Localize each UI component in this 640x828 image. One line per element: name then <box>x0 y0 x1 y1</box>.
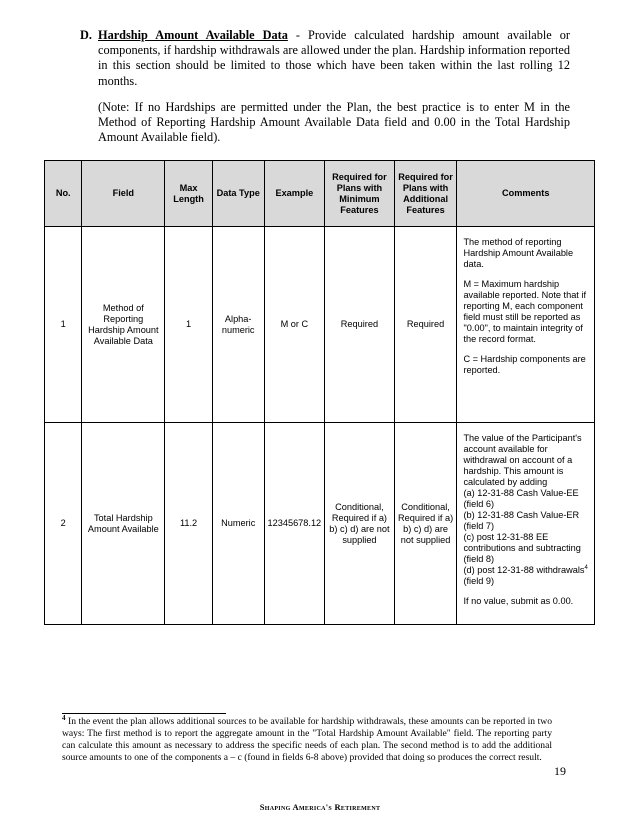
comment-item-d <box>463 565 588 587</box>
cell-field: Total Hardship Amount Available <box>82 423 165 625</box>
section-paragraph <box>80 28 570 89</box>
header-required-minimum: Required for Plans with Minimum Features <box>325 161 395 227</box>
cell-example: M or C <box>264 227 325 423</box>
section-title: Hardship Amount Available Data <box>98 28 288 42</box>
cell-field: Method of Reporting Hardship Amount Available Data <box>82 227 165 423</box>
cell-required-additional: Required <box>394 227 457 423</box>
footnote-reference: 4 <box>584 564 588 571</box>
cell-data-type: Numeric <box>212 423 264 625</box>
cell-required-minimum: Required <box>325 227 395 423</box>
comment-intro <box>463 433 588 587</box>
header-example: Example <box>264 161 325 227</box>
page-number: 19 <box>554 764 566 778</box>
field-spec-table <box>44 160 595 625</box>
header-field: Field <box>82 161 165 227</box>
section-intro <box>80 28 570 145</box>
comment-item-a: (a) 12-31-88 Cash Value-EE (field 6) <box>463 488 579 509</box>
cell-comments <box>457 423 595 625</box>
cell-max-length: 1 <box>165 227 213 423</box>
comment-item-b: (b) 12-31-88 Cash Value-ER (field 7) <box>463 510 580 531</box>
comment-item-c: (c) post 12-31-88 EE contributions and subtracting (field 8) <box>463 532 581 564</box>
page-footer: Shaping America's Retirement <box>259 802 381 812</box>
cell-example: 12345678.12 <box>264 423 325 625</box>
cell-no: 1 <box>45 227 82 423</box>
table-row <box>45 423 595 625</box>
footnote-text: In the event the plan allows additional sources to be available for hardship withdrawals, these amounts can be reported in two ways: The first method is to report the aggregate amount in the "Total Hardship Amount Available" field. The reporting party can calculate this amount as necessary to address the specific needs of each plan. The second method is to add the additional source amounts to one of the components a – c (found in fields 6-8 above) provided that doing so produces the correct result. <box>62 716 552 763</box>
footnote-divider <box>62 713 226 714</box>
header-data-type: Data Type <box>212 161 264 227</box>
section-description: - Provide calculated hardship amount available or components, if hardship withdrawals are allowed under the plan. Hardship information reported in this section should be limited to those which have been taken within the last rolling 12 months. <box>98 28 570 88</box>
cell-comments <box>457 227 595 423</box>
cell-no: 2 <box>45 423 82 625</box>
comment-item-d-text: (d) post 12-31-88 withdrawals <box>463 565 585 575</box>
header-no: No. <box>45 161 82 227</box>
cell-required-additional: Conditional, Required if a) b) c) d) are not supplied <box>394 423 457 625</box>
header-required-additional: Required for Plans with Additional Features <box>394 161 457 227</box>
cell-data-type: Alpha-numeric <box>212 227 264 423</box>
table-row <box>45 227 595 423</box>
header-max-length: Max Length <box>165 161 213 227</box>
section-note: (Note: If no Hardships are permitted under the Plan, the best practice is to enter M in the Method of Reporting Hardship Amount Available Data field and 0.00 in the Total Hardship Amount Available field). <box>98 99 570 145</box>
footnote-number: 4 <box>62 713 66 722</box>
comment-item-d-end: (field 9) <box>463 576 495 586</box>
comment-paragraph: M = Maximum hardship available reported. Note that if reporting M, each component field must still be reported as "0.00", to maintain integrity of the record format. <box>463 279 587 344</box>
comment-paragraph: The method of reporting Hardship Amount Available data. <box>463 237 574 269</box>
footnote <box>62 713 552 764</box>
comment-paragraph: If no value, submit as 0.00. <box>463 596 574 606</box>
comment-paragraph: C = Hardship components are reported. <box>463 354 586 375</box>
cell-required-minimum: Conditional, Required if a) b) c) d) are not supplied <box>325 423 395 625</box>
cell-max-length: 11.2 <box>165 423 213 625</box>
comment-intro-text: The value of the Participant's account available for withdrawal on account of a hardship. This amount is calculated by adding <box>463 433 582 487</box>
section-label: D. <box>80 28 92 42</box>
table-header-row <box>45 161 595 227</box>
header-comments: Comments <box>457 161 595 227</box>
